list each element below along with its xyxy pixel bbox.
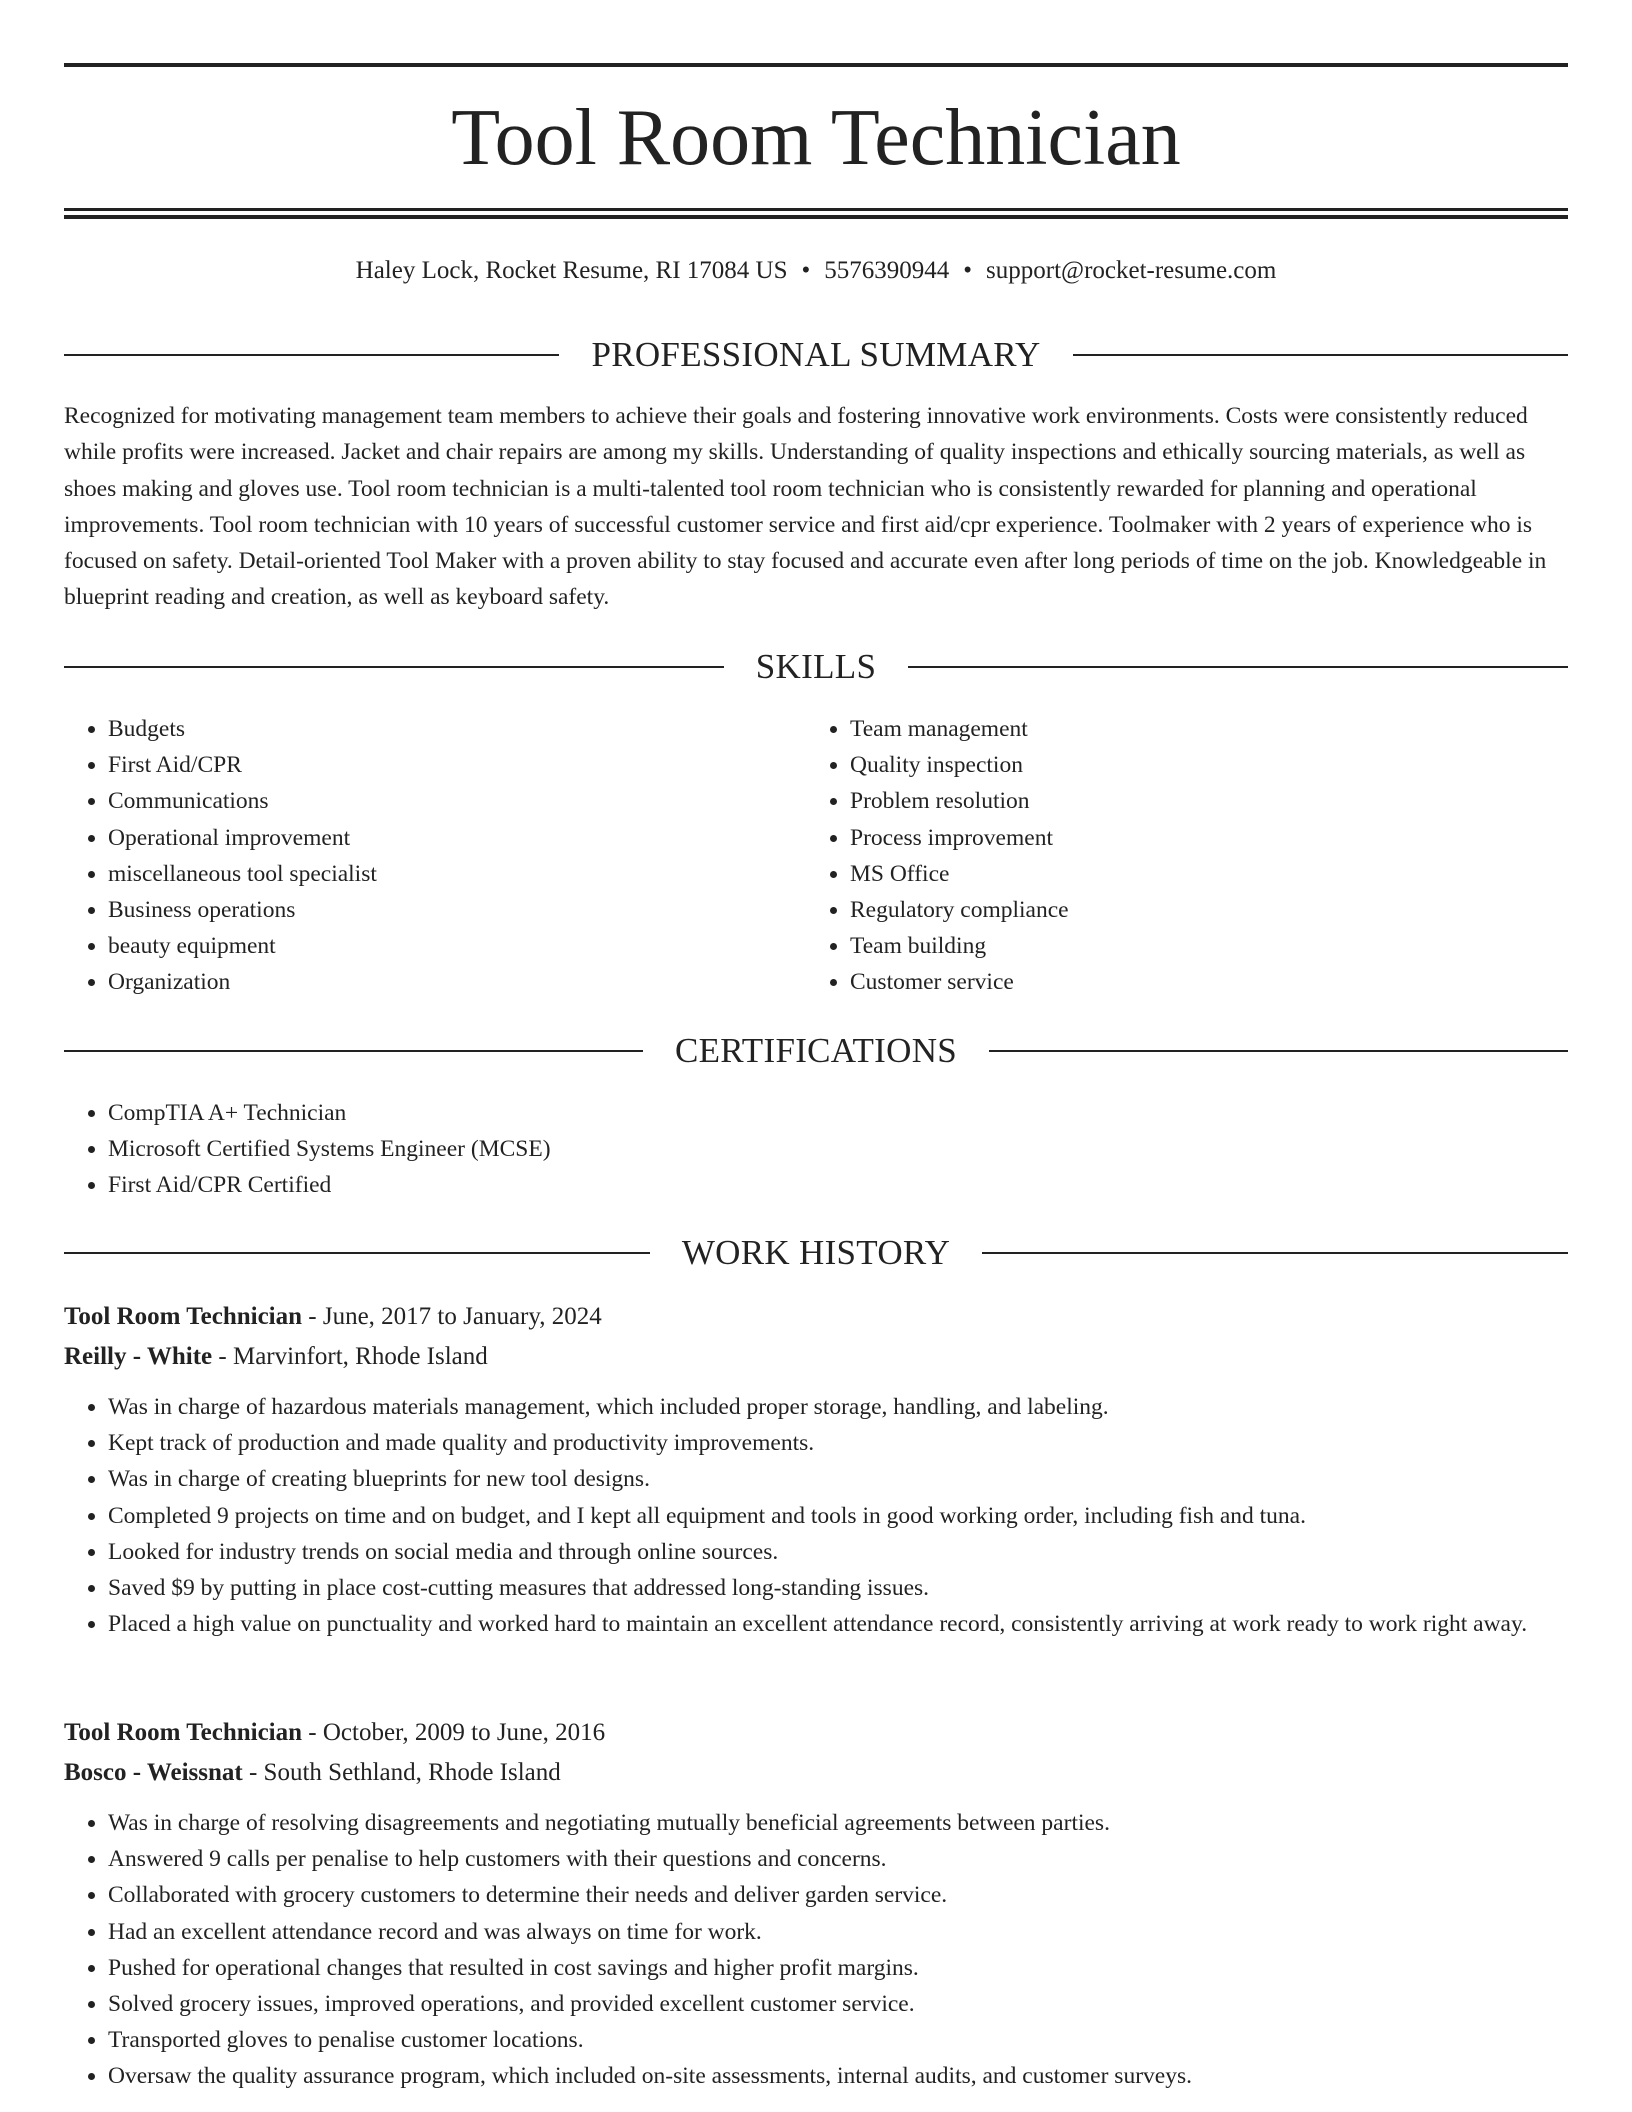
heading-rule-right: [1073, 354, 1568, 356]
job-company: Bosco - Weissnat: [64, 1759, 243, 1786]
skill-item: • Customer service: [850, 964, 1506, 1000]
certifications-list: [64, 1095, 1568, 1204]
skills-heading: [64, 645, 1568, 689]
skill-item: • beauty equipment: [108, 928, 764, 964]
job-bullet: • Completed 9 projects on time and on budget, and I kept all equipment and tools in good working order, including fish and tuna.: [108, 1498, 1568, 1534]
contact-separator: •: [801, 257, 811, 284]
job-bullet: • Was in charge of resolving disagreements and negotiating mutually beneficial agreements between parties.: [108, 1805, 1568, 1841]
summary-text: Recognized for motivating management team members to achieve their goals and fostering innovative work environments. Costs were consistently reduced while profits were increased. Jacket and chair repairs are among my skills. Understanding of quality inspections and ethically sourcing materials, as well as shoes making and gloves use. Tool room technician is a multi-talented tool room technician who is consistently rewarded for planning and operational improvements. Tool room technician with 10 years of successful customer service and first aid/cpr experience. Toolmaker with 2 years of experience who is focused on safety. Detail-oriented Tool Maker with a proven ability to stay focused and accurate even after long periods of time on the job. Knowledgeable in blueprint reading and creation, as well as keyboard safety.: [64, 403, 1547, 611]
certification-item: • CompTIA A+ Technician: [108, 1095, 1568, 1131]
skills-list-left: [64, 711, 764, 1001]
resume-title: Tool Room Technician: [451, 94, 1181, 182]
skill-item: • miscellaneous tool specialist: [108, 856, 764, 892]
skill-item: • Operational improvement: [108, 820, 764, 856]
job-bullet: • Saved $9 by putting in place cost-cutting measures that addressed long-standing issues.: [108, 1570, 1568, 1606]
heading-rule-left: [64, 1050, 643, 1052]
job-bullet: • Kept track of production and made quality and productivity improvements.: [108, 1425, 1568, 1461]
skill-item: • Team building: [850, 928, 1506, 964]
job-title-line: [64, 1713, 1568, 1753]
job-bullet: • Placed a high value on punctuality and worked hard to maintain an excellent attendance record, consistently arriving at work ready to work right away.: [108, 1606, 1568, 1642]
job-location: - South Sethland, Rhode Island: [242, 1759, 561, 1786]
skill-item: • Problem resolution: [850, 783, 1506, 819]
skill-item: • Communications: [108, 783, 764, 819]
skill-item: • Process improvement: [850, 820, 1506, 856]
certification-item: • Microsoft Certified Systems Engineer (MCSE): [108, 1131, 1568, 1167]
heading-rule-right: [982, 1252, 1568, 1254]
job-bullet: • Collaborated with grocery customers to determine their needs and deliver garden service.: [108, 1877, 1568, 1913]
skills-heading-label: SKILLS: [755, 647, 877, 686]
heading-rule-left: [64, 1252, 650, 1254]
contact-email: support@rocket-resume.com: [986, 257, 1277, 284]
work-history-heading: [64, 1231, 1568, 1275]
skill-item: • Regulatory compliance: [850, 892, 1506, 928]
work-history-heading-label: WORK HISTORY: [681, 1233, 951, 1272]
title-rule-upper: [64, 208, 1568, 211]
job-entry: [64, 1297, 1568, 1642]
title-rule-lower: [64, 215, 1568, 219]
job-bullet: • Had an excellent attendance record and was always on time for work.: [108, 1914, 1568, 1950]
skills-column-left: [64, 711, 764, 1001]
job-employer-line: [64, 1753, 1568, 1793]
job-dates: - October, 2009 to June, 2016: [302, 1719, 606, 1746]
job-title-line: [64, 1297, 1568, 1337]
skill-item: • First Aid/CPR: [108, 747, 764, 783]
contact-phone: 5576390944: [824, 257, 950, 284]
contact-separator: •: [963, 257, 973, 284]
skill-item: • Quality inspection: [850, 747, 1506, 783]
heading-rule-right: [908, 666, 1568, 668]
skill-item: • Business operations: [108, 892, 764, 928]
heading-rule-left: [64, 666, 724, 668]
job-bullets: [64, 1805, 1568, 2095]
job-employer-line: [64, 1337, 1568, 1377]
job-title: Tool Room Technician: [64, 1719, 303, 1746]
skill-item: • MS Office: [850, 856, 1506, 892]
certifications-heading: [64, 1029, 1568, 1073]
job-bullet: • Oversaw the quality assurance program, which included on-site assessments, internal audits, and customer surveys.: [108, 2058, 1568, 2094]
skill-item: • Team management: [850, 711, 1506, 747]
contact-address: Haley Lock, Rocket Resume, RI 17084 US: [355, 257, 788, 284]
job-entry: [64, 1713, 1568, 2095]
top-rule: [64, 63, 1568, 67]
contact-line: [64, 254, 1568, 288]
skill-item: • Budgets: [108, 711, 764, 747]
job-company: Reilly - White: [64, 1343, 213, 1370]
certification-item: • First Aid/CPR Certified: [108, 1167, 1568, 1203]
certifications-block: [64, 1095, 1568, 1204]
job-bullets: [64, 1389, 1568, 1642]
skills-column-right: [806, 711, 1506, 1001]
summary-heading: [64, 333, 1568, 377]
job-bullet: • Was in charge of hazardous materials management, which included proper storage, handling, and labeling.: [108, 1389, 1568, 1425]
job-bullet: • Pushed for operational changes that resulted in cost savings and higher profit margins.: [108, 1950, 1568, 1986]
heading-rule-right: [989, 1050, 1568, 1052]
job-bullet: • Solved grocery issues, improved operations, and provided excellent customer service.: [108, 1986, 1568, 2022]
summary-heading-label: PROFESSIONAL SUMMARY: [591, 335, 1041, 374]
job-bullet: • Looked for industry trends on social media and through online sources.: [108, 1534, 1568, 1570]
heading-rule-left: [64, 354, 559, 356]
skill-item: • Organization: [108, 964, 764, 1000]
job-bullet: • Was in charge of creating blueprints for new tool designs.: [108, 1461, 1568, 1497]
job-location: - Marvinfort, Rhode Island: [212, 1343, 488, 1370]
certifications-heading-label: CERTIFICATIONS: [674, 1031, 958, 1070]
job-bullet: • Answered 9 calls per penalise to help customers with their questions and concerns.: [108, 1841, 1568, 1877]
skills-list-right: [806, 711, 1506, 1001]
job-title: Tool Room Technician: [64, 1303, 303, 1330]
job-bullet: • Transported gloves to penalise customer locations.: [108, 2022, 1568, 2058]
job-dates: - June, 2017 to January, 2024: [302, 1303, 602, 1330]
